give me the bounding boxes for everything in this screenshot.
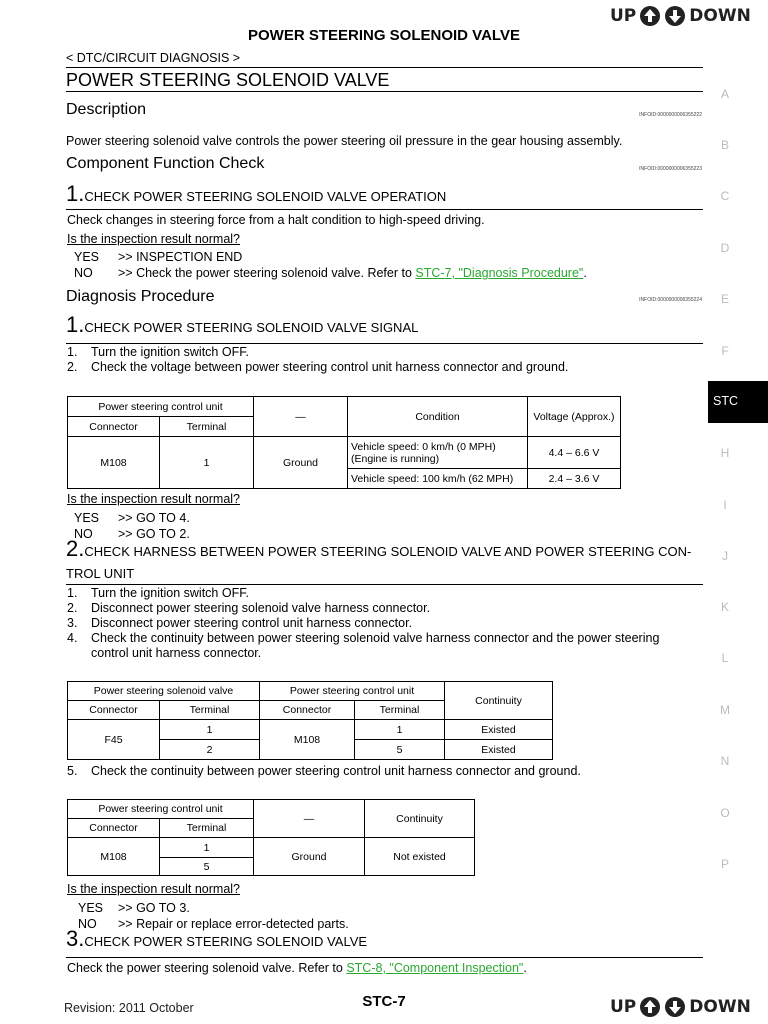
table-header: Power steering control unit [68, 800, 254, 819]
page-title: POWER STEERING SOLENOID VALVE [248, 27, 520, 44]
inspection-question: Is the inspection result normal? [67, 232, 241, 246]
table-cell: 4.4 – 6.6 V [528, 437, 621, 469]
list-number: 2. [67, 360, 78, 374]
list-number: 2. [67, 601, 78, 615]
list-item [67, 360, 568, 375]
no-label: NO [74, 266, 93, 280]
list-item [67, 601, 703, 616]
divider [66, 584, 703, 585]
table-header: — [254, 397, 348, 437]
inspection-question: Is the inspection result normal? [67, 882, 241, 896]
table-cell: 5 [355, 740, 445, 760]
step-number: 3. [66, 926, 85, 951]
table-cell: M108 [68, 437, 160, 489]
divider [66, 957, 703, 958]
side-index-e[interactable]: E [720, 292, 729, 306]
table-cell: 2 [160, 740, 260, 760]
step-number: 1. [66, 312, 85, 337]
list-item [67, 616, 703, 631]
no-text-body: >> Check the power steering solenoid valve. Refer to [118, 266, 416, 280]
side-index-k[interactable]: K [720, 600, 729, 614]
divider [66, 343, 703, 344]
side-index-stc-tab[interactable]: STC [708, 381, 768, 423]
top-nav [610, 5, 751, 27]
component-inspection-link[interactable]: STC-8, "Component Inspection" [346, 961, 524, 975]
diagnosis-procedure-link[interactable]: STC-7, "Diagnosis Procedure" [415, 266, 584, 280]
divider [66, 91, 703, 92]
table-cell: M108 [68, 838, 160, 876]
step-title: CHECK POWER STEERING SOLENOID VALVE OPERATION [84, 189, 447, 204]
yes-label: YES [74, 511, 100, 525]
info-id: INFOID:0000000006355224 [639, 297, 702, 303]
side-index-l[interactable]: L [721, 651, 729, 665]
list-number: 1. [67, 586, 78, 600]
table-cell: 2.4 – 3.6 V [528, 469, 621, 489]
description-text: Power steering solenoid valve controls the power steering oil pressure in the gear housing assembly. [66, 134, 623, 148]
table-cell: Vehicle speed: 0 km/h (0 MPH) (Engine is running) [348, 437, 528, 469]
yes-label: YES [78, 901, 104, 915]
list-text: Turn the ignition switch OFF. [91, 345, 249, 359]
step1-list [67, 345, 568, 375]
table-cell: M108 [260, 720, 355, 760]
step2-list [67, 586, 703, 661]
table-header: Connector [68, 819, 160, 838]
side-index-a[interactable]: A [720, 87, 729, 101]
instruction-body: Check the power steering solenoid valve. Refer to [67, 961, 347, 975]
table-cell: 1 [160, 437, 254, 489]
info-id: INFOID:0000000006355222 [639, 112, 702, 118]
table-header: Terminal [355, 701, 445, 720]
table-cell: Vehicle speed: 100 km/h (62 MPH) [348, 469, 528, 489]
yes-text: >> INSPECTION END [118, 250, 243, 264]
no-text [118, 265, 587, 281]
table-cell: F45 [68, 720, 160, 760]
table-cell: Ground [254, 838, 365, 876]
revision-text: Revision: 2011 October [64, 1001, 194, 1015]
continuity-table-1 [67, 681, 553, 760]
table-header: Power steering solenoid valve [68, 682, 260, 701]
yes-label: YES [74, 250, 100, 264]
breadcrumb: < DTC/CIRCUIT DIAGNOSIS > [66, 51, 241, 65]
list-text: control unit harness connector. [91, 646, 262, 660]
table-header: Power steering control unit [260, 682, 445, 701]
step-title-cont: TROL UNIT [66, 566, 135, 581]
no-label: NO [74, 527, 93, 541]
list-text: Check the continuity between power steering control unit harness connector and ground. [91, 764, 581, 778]
table-cell: Existed [445, 740, 553, 760]
list-number: 5. [67, 764, 78, 778]
yes-text: >> GO TO 4. [118, 511, 190, 525]
continuity-table-2 [67, 799, 475, 876]
list-item [67, 631, 703, 646]
description-heading: Description [66, 101, 147, 118]
table-header: Terminal [160, 417, 254, 437]
info-id: INFOID:0000000006355223 [639, 166, 702, 172]
side-index-j[interactable]: J [722, 549, 728, 563]
step-title: CHECK POWER STEERING SOLENOID VALVE SIGNAL [84, 320, 419, 335]
table-cell: 1 [160, 838, 254, 858]
yes-text: >> GO TO 3. [118, 901, 190, 915]
page-number: STC-7 [362, 993, 406, 1010]
table-header: Connector [260, 701, 355, 720]
list-item [67, 345, 568, 360]
step-heading [66, 312, 418, 338]
no-text: >> Repair or replace error-detected parts. [118, 917, 349, 931]
table-cell: Existed [445, 720, 553, 740]
table-header: Power steering control unit [68, 397, 254, 417]
nav-up-label[interactable]: UP [610, 997, 637, 1017]
side-index-o[interactable]: O [720, 806, 730, 820]
step-number: 1. [66, 181, 85, 206]
list-text: Disconnect power steering control unit harness connector. [91, 616, 413, 630]
list-number: 3. [67, 616, 78, 630]
instruction-text: Check changes in steering force from a halt condition to high-speed driving. [67, 213, 485, 227]
list-text: Check the continuity between power steering solenoid valve harness connector and the power steering [91, 631, 660, 645]
divider [66, 209, 703, 210]
list-text: Check the voltage between power steering control unit harness connector and ground. [91, 360, 569, 374]
table-cell: Not existed [365, 838, 475, 876]
voltage-table [67, 396, 621, 489]
step-number: 2. [66, 536, 85, 561]
step-title: CHECK HARNESS BETWEEN POWER STEERING SOLENOID VALVE AND POWER STEERING CON- [84, 544, 692, 559]
table-cell: Ground [254, 437, 348, 489]
instruction-end: . [523, 961, 527, 975]
table-header: Connector [68, 417, 160, 437]
up-arrow-icon[interactable] [639, 5, 661, 27]
table-header: Continuity [365, 800, 475, 838]
side-index-n[interactable]: N [720, 754, 730, 768]
list-number: 1. [67, 345, 78, 359]
step-title: CHECK POWER STEERING SOLENOID VALVE [84, 934, 368, 949]
instruction-text [67, 960, 527, 976]
table-header: Connector [68, 701, 160, 720]
list-item [67, 764, 581, 779]
side-index-c[interactable]: C [720, 189, 730, 203]
no-label: NO [78, 917, 97, 931]
table-header: Terminal [160, 701, 260, 720]
table-header: Condition [348, 397, 528, 437]
step-heading [66, 926, 367, 952]
list-item [67, 586, 703, 601]
step-heading [66, 536, 703, 562]
nav-down-label[interactable]: DOWN [689, 997, 751, 1017]
nav-up-label[interactable]: UP [610, 6, 637, 26]
down-arrow-icon[interactable] [664, 996, 686, 1018]
side-index-b[interactable]: B [720, 138, 729, 152]
table-cell: 1 [160, 720, 260, 740]
diagnosis-heading: Diagnosis Procedure [66, 288, 215, 305]
side-index-f[interactable]: F [721, 344, 729, 358]
up-arrow-icon[interactable] [639, 996, 661, 1018]
side-index-d[interactable]: D [720, 241, 730, 255]
down-arrow-icon[interactable] [664, 5, 686, 27]
side-index-m[interactable]: M [720, 703, 730, 717]
divider [66, 67, 703, 68]
list-text: Turn the ignition switch OFF. [91, 586, 249, 600]
bottom-nav [610, 996, 751, 1018]
side-index-i[interactable]: I [723, 498, 727, 512]
no-text-end: . [583, 266, 587, 280]
table-header: Continuity [445, 682, 553, 720]
nav-down-label[interactable]: DOWN [689, 6, 751, 26]
table-header: — [254, 800, 365, 838]
section-title: POWER STEERING SOLENOID VALVE [66, 70, 390, 90]
list-number: 4. [67, 631, 78, 645]
component-check-heading: Component Function Check [66, 155, 265, 172]
table-header: Voltage (Approx.) [528, 397, 621, 437]
inspection-question: Is the inspection result normal? [67, 492, 241, 506]
side-index-p[interactable]: P [720, 857, 729, 871]
step-heading [66, 181, 446, 207]
table-header: Terminal [160, 819, 254, 838]
list-item [67, 646, 703, 661]
side-index-h[interactable]: H [720, 446, 730, 460]
table-cell: 5 [160, 858, 254, 876]
no-text: >> GO TO 2. [118, 527, 190, 541]
list-text: Disconnect power steering solenoid valve harness connector. [91, 601, 431, 615]
table-cell: 1 [355, 720, 445, 740]
